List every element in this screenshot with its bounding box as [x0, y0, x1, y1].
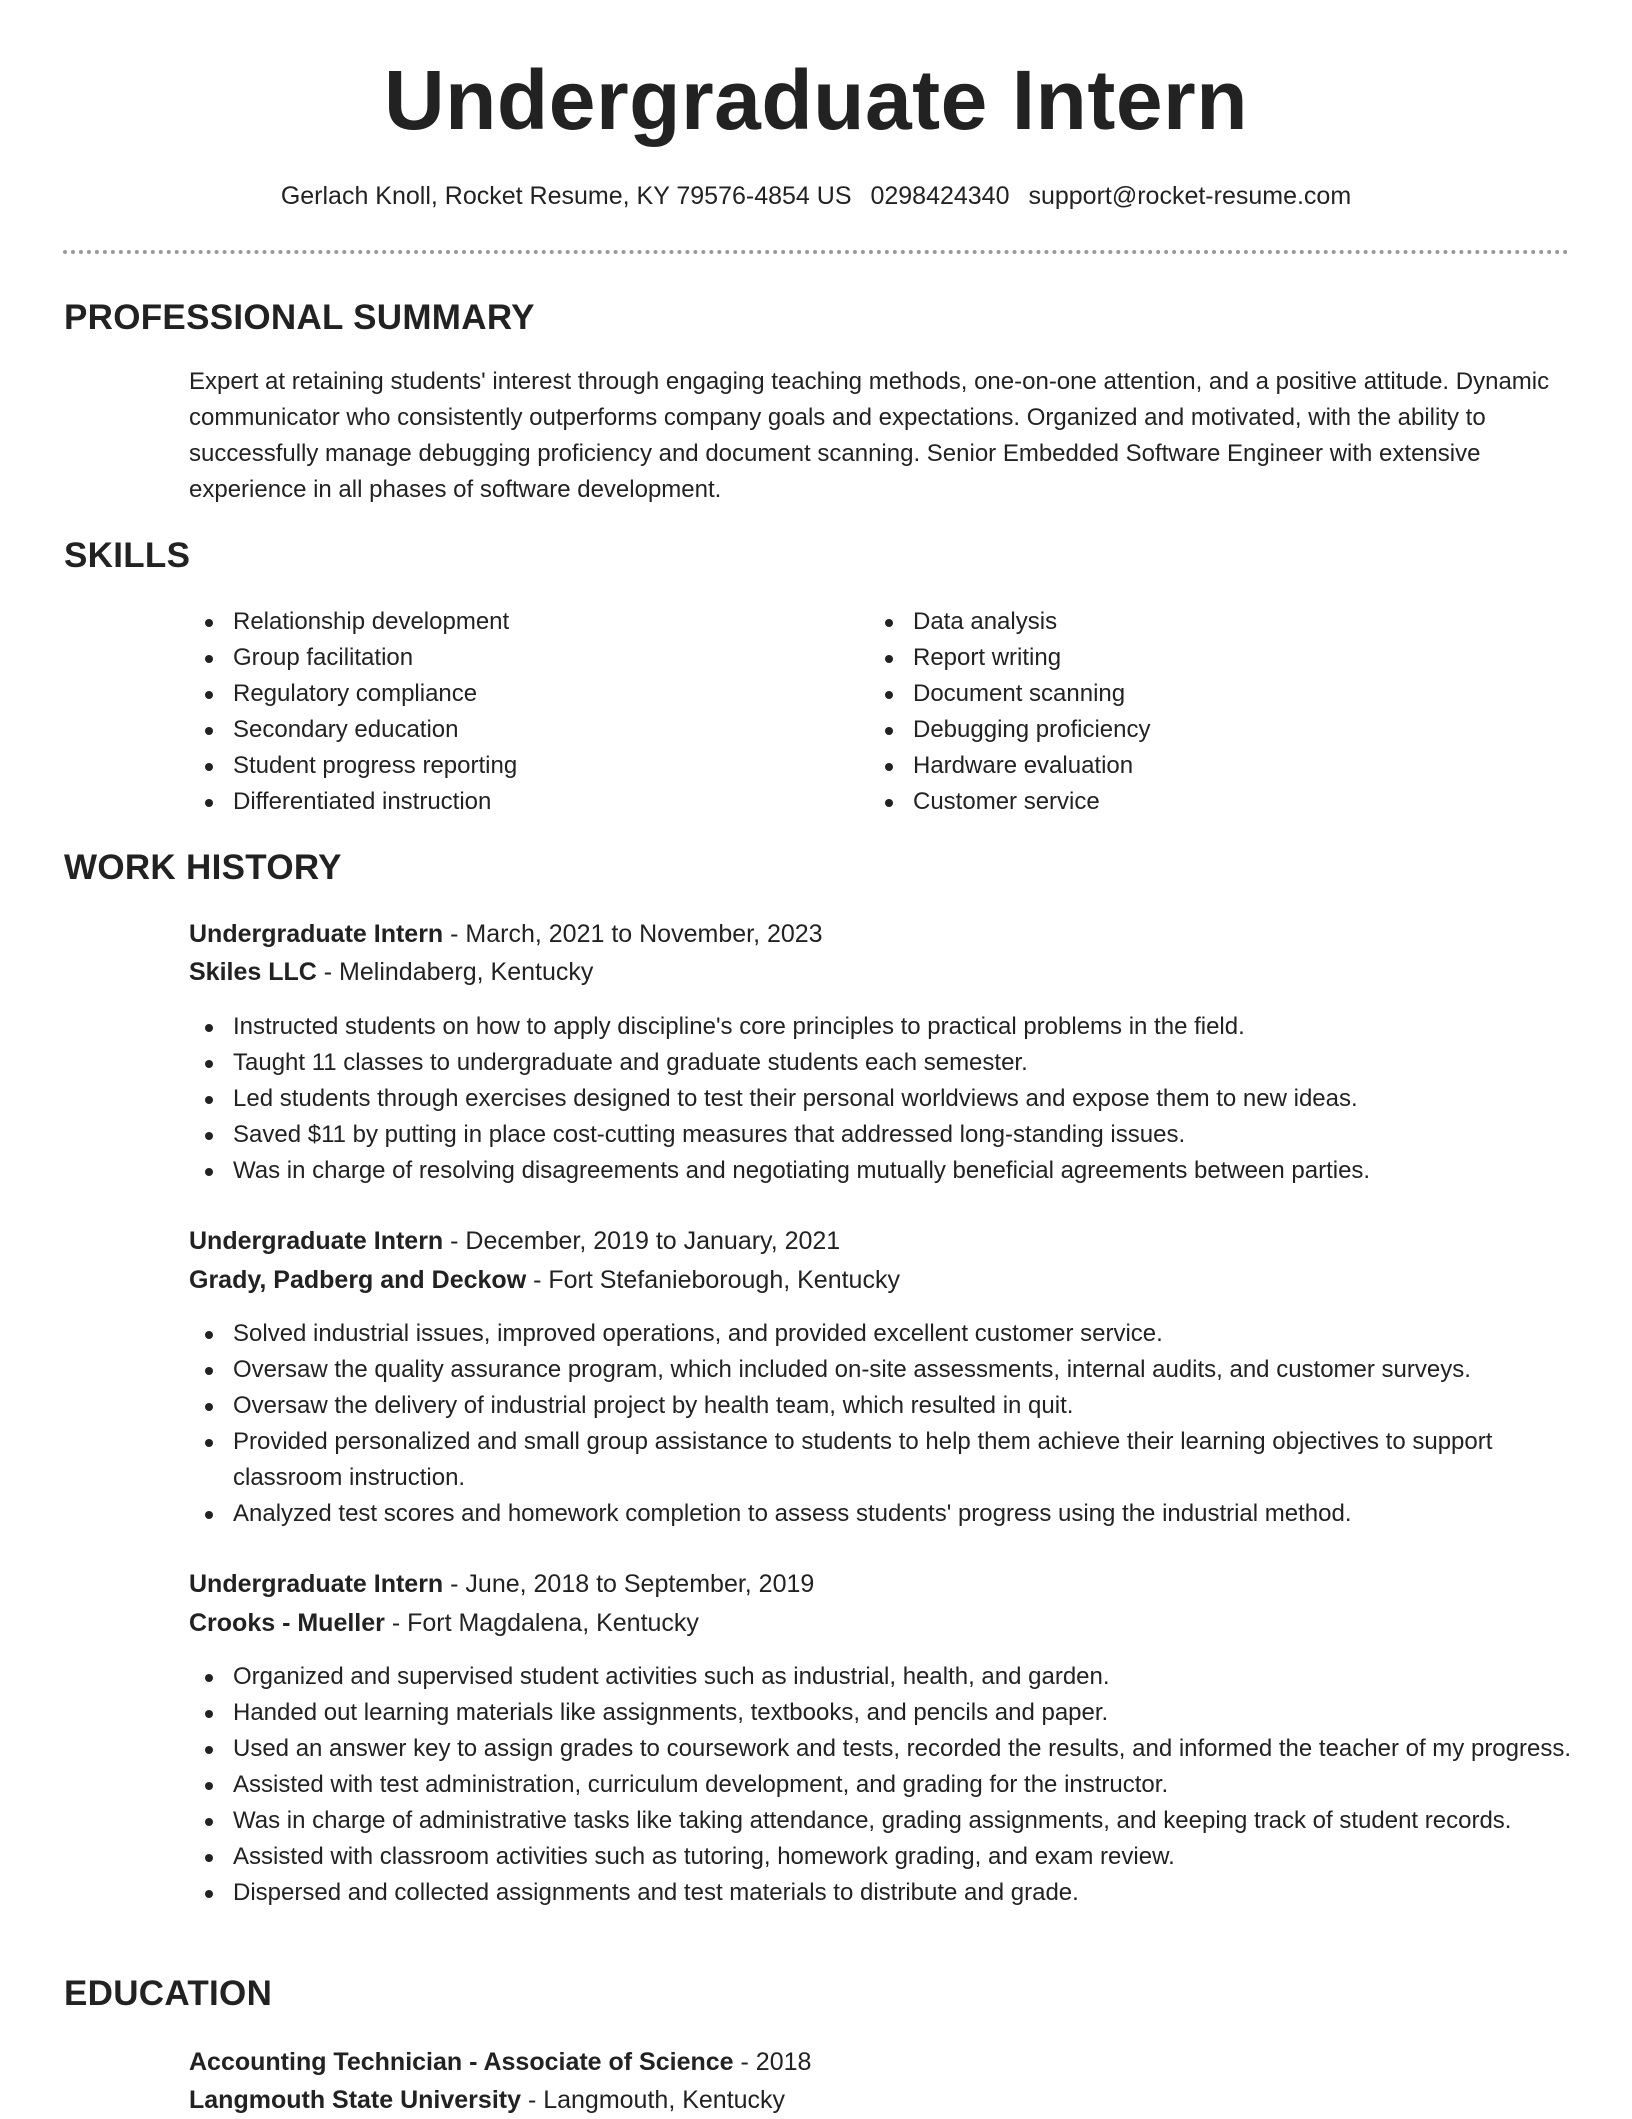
skill-item: Group facilitation	[189, 640, 517, 676]
education-school: Langmouth State University	[189, 2086, 521, 2114]
job-company: Crooks - Mueller	[189, 1609, 385, 1637]
job-dates: - June, 2018 to September, 2019	[443, 1570, 815, 1598]
contact-line	[0, 182, 1632, 211]
job-title: Undergraduate Intern	[189, 1570, 444, 1598]
list-item: Analyzed test scores and homework completion to assess students' progress using the industrial method.	[189, 1496, 1589, 1532]
work-heading: WORK HISTORY	[64, 848, 342, 887]
list-item: Organized and supervised student activities such as industrial, health, and garden.	[189, 1659, 1589, 1695]
list-item: Taught 11 classes to undergraduate and graduate students each semester.	[189, 1045, 1589, 1081]
skills-list-left	[189, 604, 517, 820]
resume-title: Undergraduate Intern	[383, 53, 1249, 147]
job-company-line	[189, 1604, 699, 1642]
list-item: Provided personalized and small group assistance to students to help them achieve their learning objectives to support classroom instruction.	[189, 1424, 1589, 1496]
education-school-line	[189, 2081, 785, 2119]
skill-item: Debugging proficiency	[869, 712, 1150, 748]
job-company-line	[189, 1261, 900, 1299]
skill-item: Hardware evaluation	[869, 748, 1150, 784]
list-item: Oversaw the delivery of industrial project by health team, which resulted in quit.	[189, 1388, 1589, 1424]
list-item: Used an answer key to assign grades to coursework and tests, recorded the results, and informed the teacher of my progress.	[189, 1731, 1589, 1767]
list-item: Dispersed and collected assignments and test materials to distribute and grade.	[189, 1875, 1589, 1911]
list-item: Led students through exercises designed to test their personal worldviews and expose them to new ideas.	[189, 1081, 1589, 1117]
skill-item: Regulatory compliance	[189, 676, 517, 712]
skill-item: Data analysis	[869, 604, 1150, 640]
education-year: - 2018	[733, 2048, 812, 2076]
job-company: Skiles LLC	[189, 958, 317, 986]
education-location: - Langmouth, Kentucky	[521, 2086, 786, 2114]
education-degree: Accounting Technician - Associate of Science	[189, 2048, 734, 2076]
skill-item: Secondary education	[189, 712, 517, 748]
list-item: Saved $11 by putting in place cost-cutting measures that addressed long-standing issues.	[189, 1117, 1589, 1153]
list-item: Solved industrial issues, improved operations, and provided excellent customer service.	[189, 1316, 1589, 1352]
skills-list-right	[869, 604, 1150, 820]
header-divider	[63, 250, 1569, 254]
list-item: Instructed students on how to apply discipline's core principles to practical problems in the field.	[189, 1009, 1589, 1045]
job-title: Undergraduate Intern	[189, 1227, 444, 1255]
job-bullets	[189, 1316, 1589, 1532]
job-location: - Melindaberg, Kentucky	[316, 958, 594, 986]
contact-address: Gerlach Knoll, Rocket Resume, KY 79576-4854 US	[280, 182, 852, 210]
job-title-line	[189, 1565, 814, 1603]
education-heading: EDUCATION	[64, 1974, 273, 2013]
job-bullets	[189, 1659, 1589, 1911]
job-dates: - December, 2019 to January, 2021	[443, 1227, 841, 1255]
skill-item: Differentiated instruction	[189, 784, 517, 820]
job-bullets	[189, 1009, 1589, 1189]
skill-item: Customer service	[869, 784, 1150, 820]
job-title: Undergraduate Intern	[189, 920, 444, 948]
contact-phone: 0298424340	[870, 182, 1010, 210]
job-title-line	[189, 915, 823, 953]
summary-heading: PROFESSIONAL SUMMARY	[64, 298, 535, 337]
list-item: Was in charge of administrative tasks like taking attendance, grading assignments, and keeping track of student records.	[189, 1803, 1589, 1839]
skill-item: Document scanning	[869, 676, 1150, 712]
skill-item: Report writing	[869, 640, 1150, 676]
job-title-line	[189, 1222, 840, 1260]
summary-text: Expert at retaining students' interest through engaging teaching methods, one-on-one attention, and a positive attitude. Dynamic communicator who consistently outperforms company goals and expectations. Organized and motivated, with the ability to successfully manage debugging proficiency and document scanning. Senior Embedded Software Engineer with extensive experience in all phases of software development.	[189, 368, 1550, 503]
skill-item: Student progress reporting	[189, 748, 517, 784]
list-item: Handed out learning materials like assignments, textbooks, and pencils and paper.	[189, 1695, 1589, 1731]
list-item: Assisted with classroom activities such as tutoring, homework grading, and exam review.	[189, 1839, 1589, 1875]
education-degree-line	[189, 2043, 811, 2081]
job-company: Grady, Padberg and Deckow	[189, 1266, 527, 1294]
job-company-line	[189, 953, 593, 991]
contact-email: support@rocket-resume.com	[1028, 182, 1352, 210]
job-location: - Fort Magdalena, Kentucky	[384, 1609, 699, 1637]
job-dates: - March, 2021 to November, 2023	[443, 920, 823, 948]
list-item: Was in charge of resolving disagreements and negotiating mutually beneficial agreements between parties.	[189, 1153, 1589, 1189]
skill-item: Relationship development	[189, 604, 517, 640]
list-item: Assisted with test administration, curriculum development, and grading for the instructor.	[189, 1767, 1589, 1803]
job-location: - Fort Stefanieborough, Kentucky	[526, 1266, 900, 1294]
skills-heading: SKILLS	[64, 536, 191, 575]
list-item: Oversaw the quality assurance program, which included on-site assessments, internal audits, and customer surveys.	[189, 1352, 1589, 1388]
